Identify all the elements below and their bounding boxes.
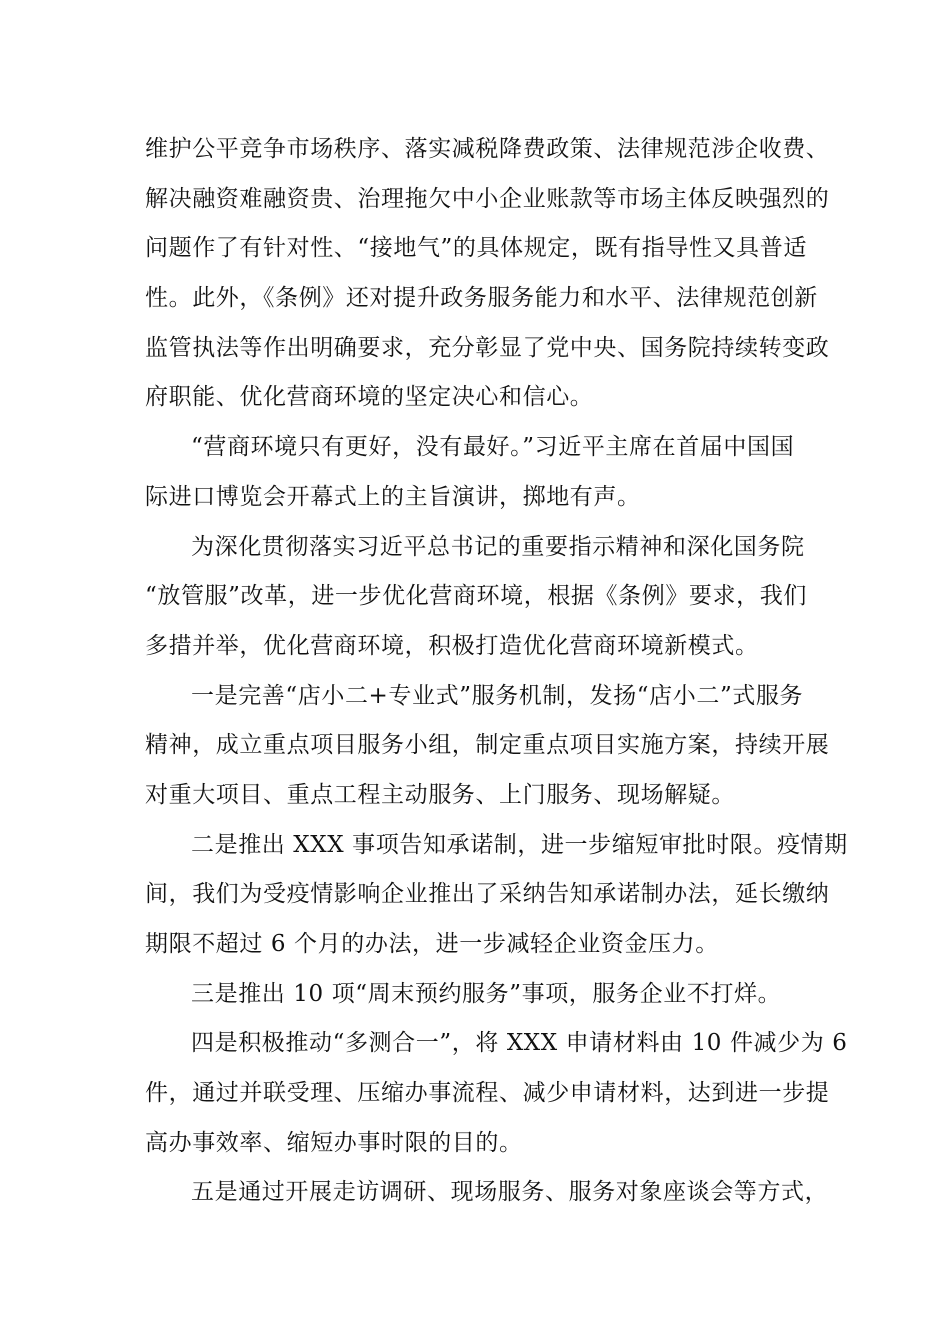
text-line: 问题作了有针对性、“接地气”的具体规定，既有指导性又具普适 xyxy=(145,235,807,262)
text-line: 三是推出 10 项“周末预约服务”事项，服务企业不打烊。 xyxy=(191,980,782,1007)
text-line: 性。此外，《条例》还对提升政务服务能力和水平、法律规范创新 xyxy=(145,285,818,312)
text-line: 多措并举，优化营商环境，积极打造优化营商环境新模式。 xyxy=(145,632,759,659)
text-line: 件，通过并联受理、压缩办事流程、减少申请材料，达到进一步提 xyxy=(145,1080,830,1107)
text-line: 二是推出 XXX 事项告知承诺制，进一步缩短审批时限。疫情期 xyxy=(191,831,848,858)
text-line: 对重大项目、重点工程主动服务、上门服务、现场解疑。 xyxy=(145,781,735,808)
text-line: 期限不超过 6 个月的办法，进一步减轻企业资金压力。 xyxy=(145,931,719,957)
text-line: 监管执法等作出明确要求，充分彰显了党中央、国务院持续转变政 xyxy=(145,334,830,361)
text-line: 维护公平竞争市场秩序、落实减税降费政策、法律规范涉企收费、 xyxy=(145,136,830,162)
text-line: 高办事效率、缩短办事时限的目的。 xyxy=(145,1129,523,1156)
document-body xyxy=(145,125,848,1218)
text-line: 一是完善“店小二+专业式”服务机制，发扬“店小二”式服务 xyxy=(191,682,804,709)
text-line: 五是通过开展走访调研、现场服务、服务对象座谈会等方式， xyxy=(191,1179,829,1206)
text-line: 解决融资难融资贵、治理拖欠中小企业账款等市场主体反映强烈的 xyxy=(145,185,830,212)
text-line: 际进口博览会开幕式上的主旨演讲，掷地有声。 xyxy=(145,483,641,510)
text-line: 府职能、优化营商环境的坚定决心和信心。 xyxy=(145,384,594,411)
text-line: “营商环境只有更好，没有最好。”习近平主席在首届中国国 xyxy=(191,434,795,461)
text-line: “放管服”改革，进一步优化营商环境，根据《条例》要求，我们 xyxy=(145,583,807,610)
text-line: 精神，成立重点项目服务小组，制定重点项目实施方案，持续开展 xyxy=(145,732,830,759)
text-line: 为深化贯彻落实习近平总书记的重要指示精神和深化国务院 xyxy=(191,533,805,560)
text-line: 间，我们为受疫情影响企业推出了采纳告知承诺制办法，延长缴纳 xyxy=(145,881,830,908)
text-line: 四是积极推动“多测合一”，将 XXX 申请材料由 10 件减少为 6 xyxy=(191,1030,848,1057)
